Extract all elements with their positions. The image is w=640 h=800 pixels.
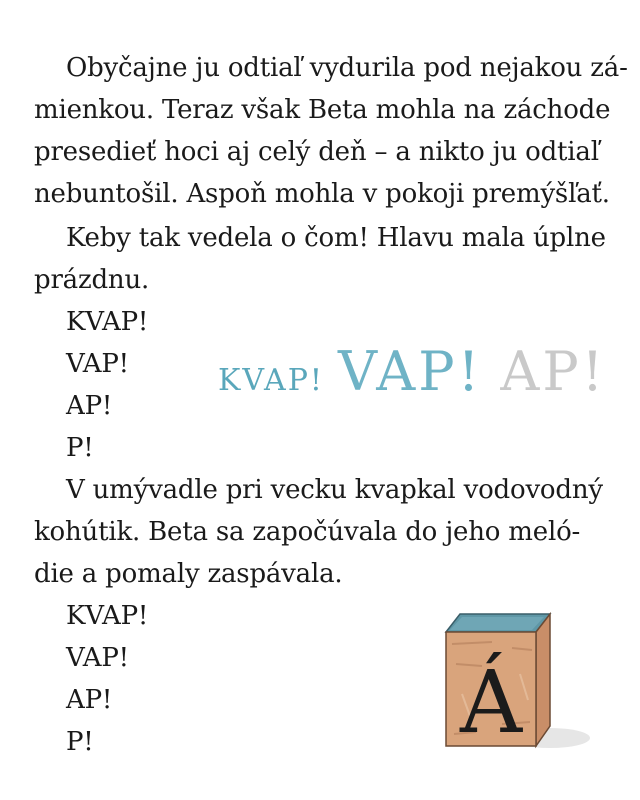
text-line: P! (66, 727, 94, 757)
kvap-word: KVAP! (218, 363, 324, 398)
text-line: prázdnu. (34, 265, 150, 295)
text-line: Obyčajne ju odtiaľ vydurila pod nejakou zá- (66, 53, 628, 83)
ap-word: AP! (500, 340, 607, 403)
text-line: Keby tak vedela o čom! Hlavu mala úplne (66, 223, 606, 253)
text-line: AP! (66, 391, 113, 421)
kvap-illustration (218, 340, 606, 410)
text-line: P! (66, 433, 94, 463)
text-line: AP! (66, 685, 113, 715)
letter-block-icon (432, 604, 592, 754)
text-line: KVAP! (66, 307, 149, 337)
vap-word: VAP! (337, 340, 483, 403)
text-line: presedieť hoci aj celý deň – a nikto ju odtiaľ (34, 137, 599, 167)
text-line: VAP! (66, 349, 129, 379)
block-letter: Á (459, 653, 523, 753)
text-line: die a pomaly zaspávala. (34, 559, 343, 589)
text-line: V umývadle pri vecku kvapkal vodovodný (66, 475, 603, 505)
text-line: KVAP! (66, 601, 149, 631)
text-line: kohútik. Beta sa započúvala do jeho meló- (34, 517, 581, 547)
text-line: mienkou. Teraz však Beta mohla na záchode (34, 95, 611, 125)
text-line: nebuntošil. Aspoň mohla v pokoji premýšľať. (34, 179, 610, 209)
text-line: VAP! (66, 643, 129, 673)
